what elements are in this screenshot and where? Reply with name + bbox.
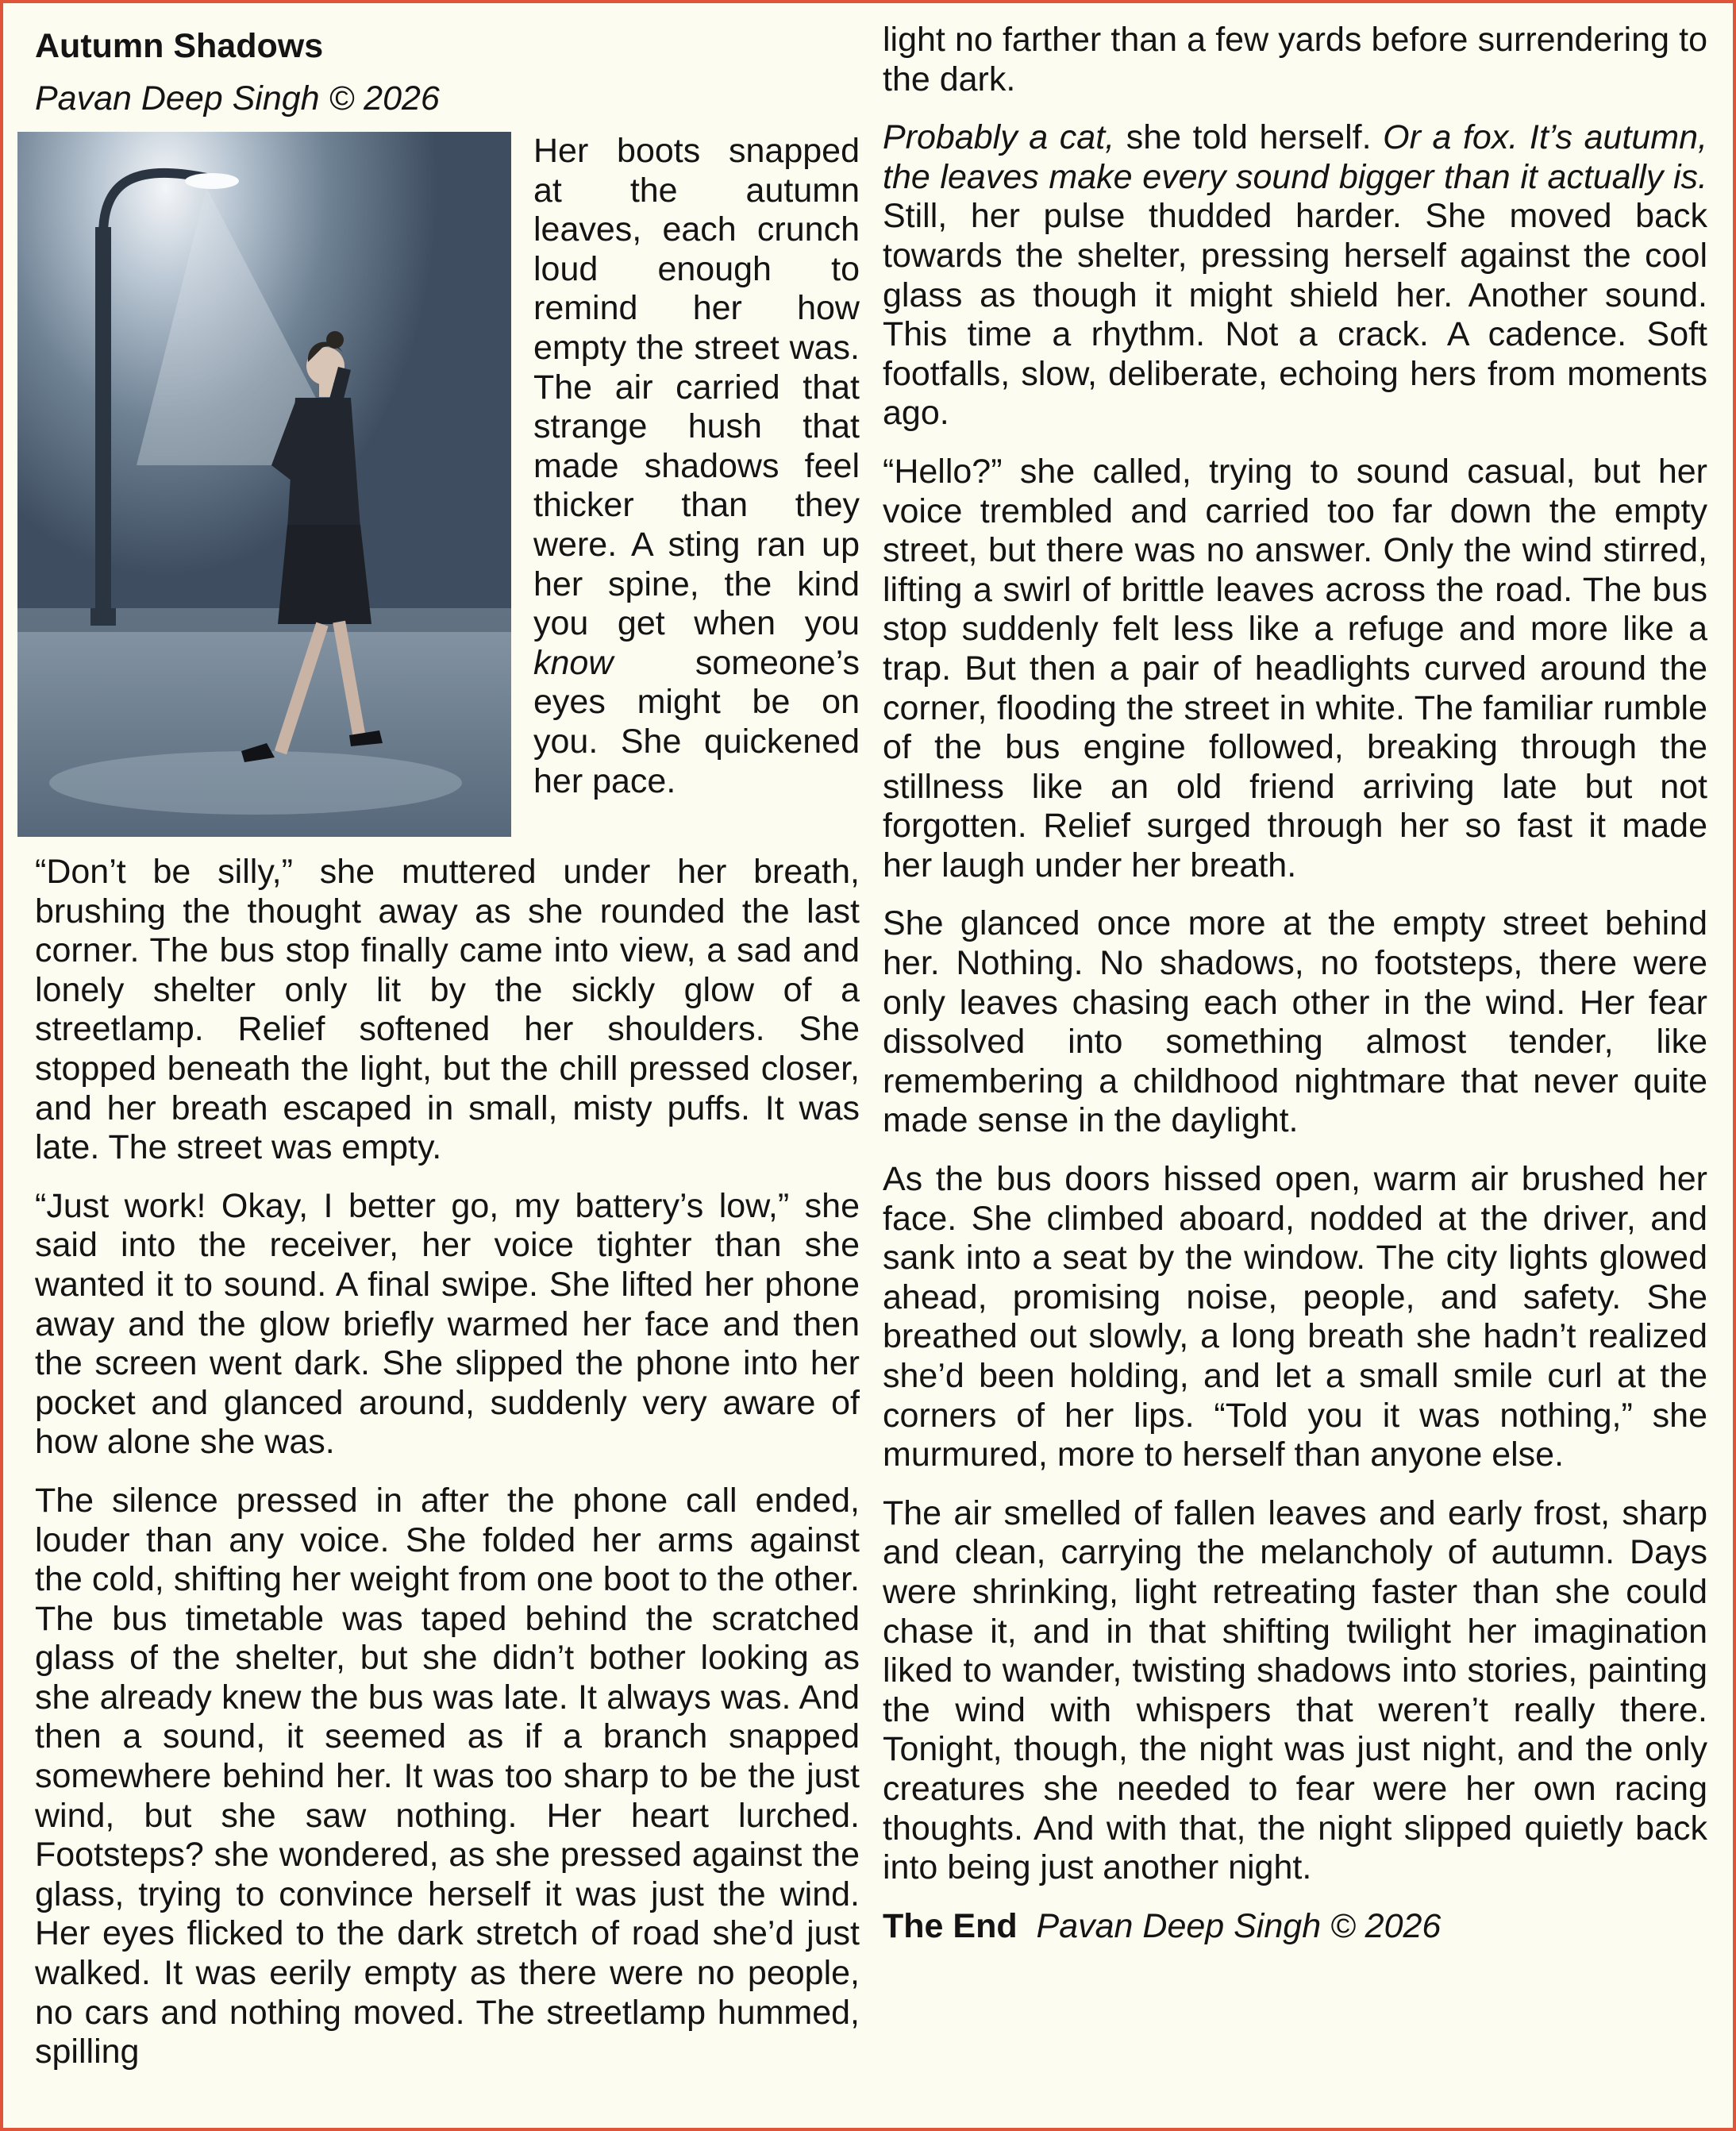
paragraph-7: She glanced once more at the empty street behind her. Nothing. No shadows, no footsteps, there were only leaves chasing each other in the wind. Her fear dissolved into something almost tender, like remembering a childhood nightmare that never quite made sense in the daylight.	[883, 904, 1707, 1140]
end-label: The End	[883, 1906, 1018, 1945]
paragraph-9: The air smelled of fallen leaves and early frost, sharp and clean, carrying the melancholy of autumn. Days were shrinking, light retreating faster than she could chase it, and in that shifting twilight her imagination liked to wander, twisting shadows into stories, painting the wind with whispers that weren’t really there. Tonight, though, the night was just night, and the only creatures she needed to fear were her own racing thoughts. And with that, the night slipped quietly back into being just another night.	[883, 1493, 1707, 1887]
emphasis-know: know	[533, 643, 614, 682]
right-column	[883, 21, 1707, 1946]
paragraph-8: As the bus doors hissed open, warm air brushed her face. She climbed aboard, nodded at the driver, and sank into a seat by the window. The city lights glowed ahead, promising noise, people, and safety. She breathed out slowly, a long breath she hadn’t realized she’d been holding, and let a small smile curl at the corners of her lips. “Told you it was nothing,” she murmured, more to herself than anyone else.	[883, 1160, 1707, 1474]
story-title: Autumn Shadows	[35, 27, 324, 65]
paragraph-6: “Hello?” she called, trying to sound casual, but her voice trembled and carried too far down the empty street, but there was no answer. Only the wind stirred, lifting a swirl of brittle leaves across the road. The bus stop suddenly felt less like a refuge and more like a trap. But then a pair of headlights curved around the corner, flooding the street in white. The familiar rumble of the bus engine followed, breaking through the stillness like an old friend arriving late but not forgotten. Relief surged through her so fast it made her laugh under her breath.	[883, 452, 1707, 884]
paragraph-2: “Don’t be silly,” she muttered under her breath, brushing the thought away as she rounded the last corner. The bus stop finally came into view, a sad and lonely shelter only lit by the sickly glow of a streetlamp. Relief softened her shoulders. She stopped beneath the light, but the chill pressed closer, and her breath escaped in small, misty puffs. It was late. The street was empty.	[35, 853, 860, 1167]
paragraph-3: “Just work! Okay, I better go, my battery’s low,” she said into the receiver, her voice tighter than she wanted it to sound. A final swipe. She lifted her phone away and the glow briefly warmed her face and then the screen went dark. She slipped the phone into her pocket and glanced around, suddenly very aware of how alone she was.	[35, 1186, 860, 1462]
left-column	[35, 21, 860, 2072]
woman-walking-illustration	[17, 132, 511, 837]
end-byline: Pavan Deep Singh © 2026	[1036, 1906, 1442, 1945]
story-byline: Pavan Deep Singh © 2026	[35, 79, 440, 118]
paragraph-4: The silence pressed in after the phone call ended, louder than any voice. She folded her arms against the cold, shifting her weight from one boot to the other. The bus timetable was taped behind the scratched glass of the shelter, but she didn’t bother looking as she already knew the bus was late. It always was. And then a sound, it seemed as if a branch snapped somewhere behind her. It was too sharp to be the just wind, but she saw nothing. Her heart lurched. Footsteps? she wondered, as she pressed against the glass, trying to convince herself it was just the wind. Her eyes flicked to the dark stretch of road she’d just walked. It was eerily empty as there were no people, no cars and nothing moved. The streetlamp hummed, spilling	[35, 1481, 860, 2071]
paragraph-5: Probably a cat, she told herself. Or a fox. It’s autumn, the leaves make every sound bigger than it actually is. Still, her pulse thudded harder. She moved back towards the shelter, pressing herself against the cool glass as though it might shield her. Another sound. This time a rhythm. Not a crack. A cadence. Soft footfalls, slow, deliberate, echoing hers from moments ago.	[883, 118, 1707, 433]
paragraph-1: Her boots snapped at the autumn leaves, each crunch loud enough to remind her how empty the street was. The air carried that strange hush that made shadows feel thicker than they were. A sting ran up her spine, the kind you get when you know someone’s eyes might be on you. She quickened her pace.	[533, 132, 860, 800]
end-line	[883, 1907, 1707, 1947]
paragraph-4-continued: light no farther than a few yards before surrendering to the dark.	[883, 21, 1707, 98]
